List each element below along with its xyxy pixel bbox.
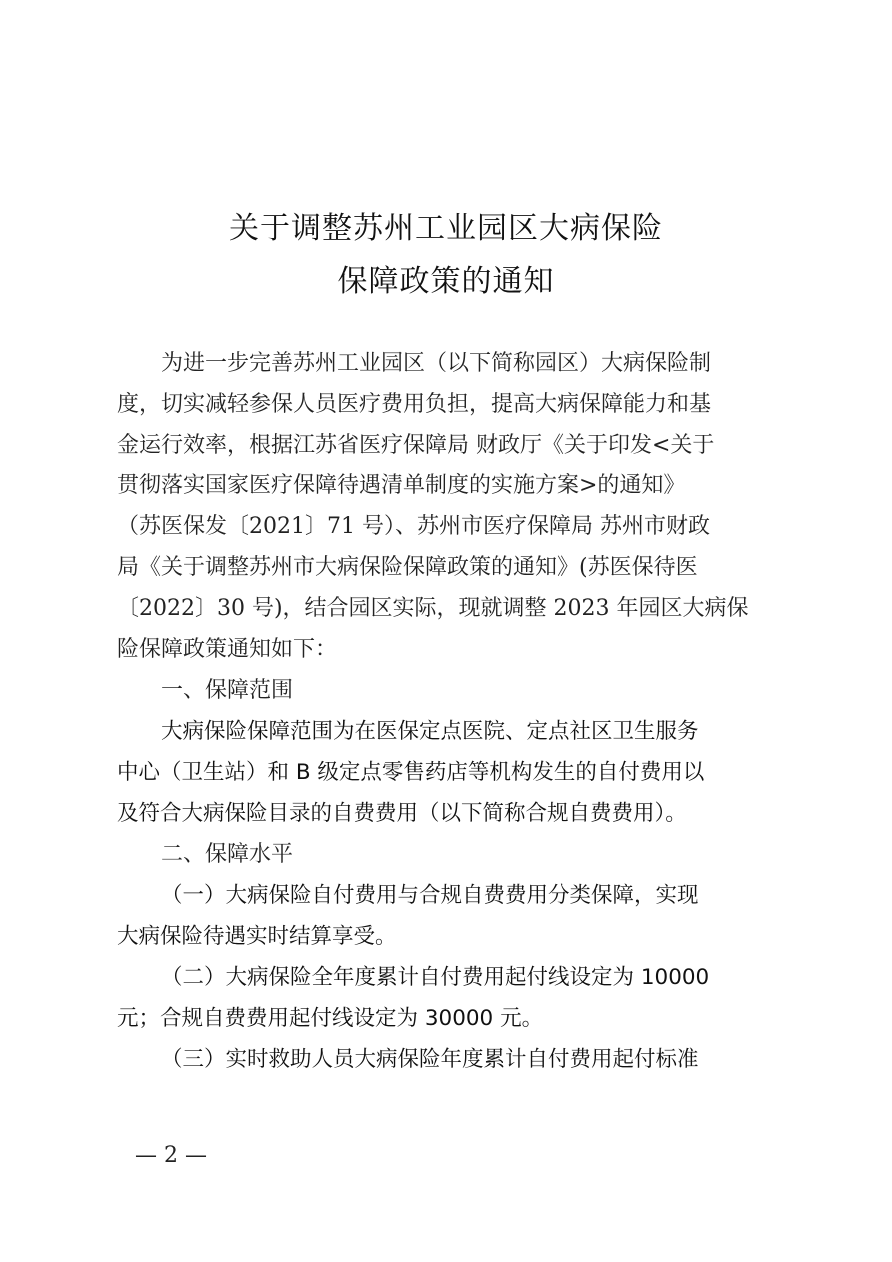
document-title-line-1: 关于调整苏州工业园区大病保险 <box>229 211 663 246</box>
document-title-line-2: 保障政策的通知 <box>337 264 555 299</box>
bold-line: （二）大病保险全年度累计自付费用起付线设定为 10000 <box>161 965 710 990</box>
body-line: 度，切实减轻参保人员医疗费用负担，提高大病保障能力和基 <box>117 392 712 417</box>
bold-line: 中心（卫生站）和 B 级定点零售药店等机构发生的自付费用以 <box>117 760 705 785</box>
body-line: 险保障政策通知如下： <box>117 637 338 662</box>
section-heading-level: 二、保障水平 <box>161 842 294 867</box>
body-line: 贯彻落实国家医疗保障待遇清单制度的实施方案>的通知》 <box>117 473 686 498</box>
bold-line: 元；合规自费费用起付线设定为 30000 元。 <box>117 1006 544 1031</box>
body-line: 为进一步完善苏州工业园区（以下简称园区）大病保险制 <box>161 351 712 376</box>
bold-line: 及符合大病保险目录的自费费用（以下简称合规自费费用）。 <box>117 801 687 826</box>
section-heading-scope: 一、保障范围 <box>161 678 294 703</box>
bold-line: 大病保险待遇实时结算享受。 <box>117 924 397 949</box>
body-line: （苏医保发〔2021〕71 号）、苏州市医疗保障局 苏州市财政 <box>117 514 710 539</box>
bold-line: （一）大病保险自付费用与合规自费费用分类保障，实现 <box>161 883 699 908</box>
bold-line: 大病保险保障范围为在医保定点医院、定点社区卫生服务 <box>161 719 699 744</box>
body-line: 〔2022〕30 号)，结合园区实际，现就调整 2023 年园区大病保 <box>117 596 749 621</box>
body-line: 局《关于调整苏州市大病保险保障政策的通知》(苏医保待医 <box>117 555 698 580</box>
page-number: — 2 — <box>135 1143 207 1168</box>
body-line: 金运行效率，根据江苏省医疗保障局 财政厅《关于印发<关于 <box>117 433 715 458</box>
bold-line: （三）实时救助人员大病保险年度累计自付费用起付标准 <box>161 1047 699 1072</box>
